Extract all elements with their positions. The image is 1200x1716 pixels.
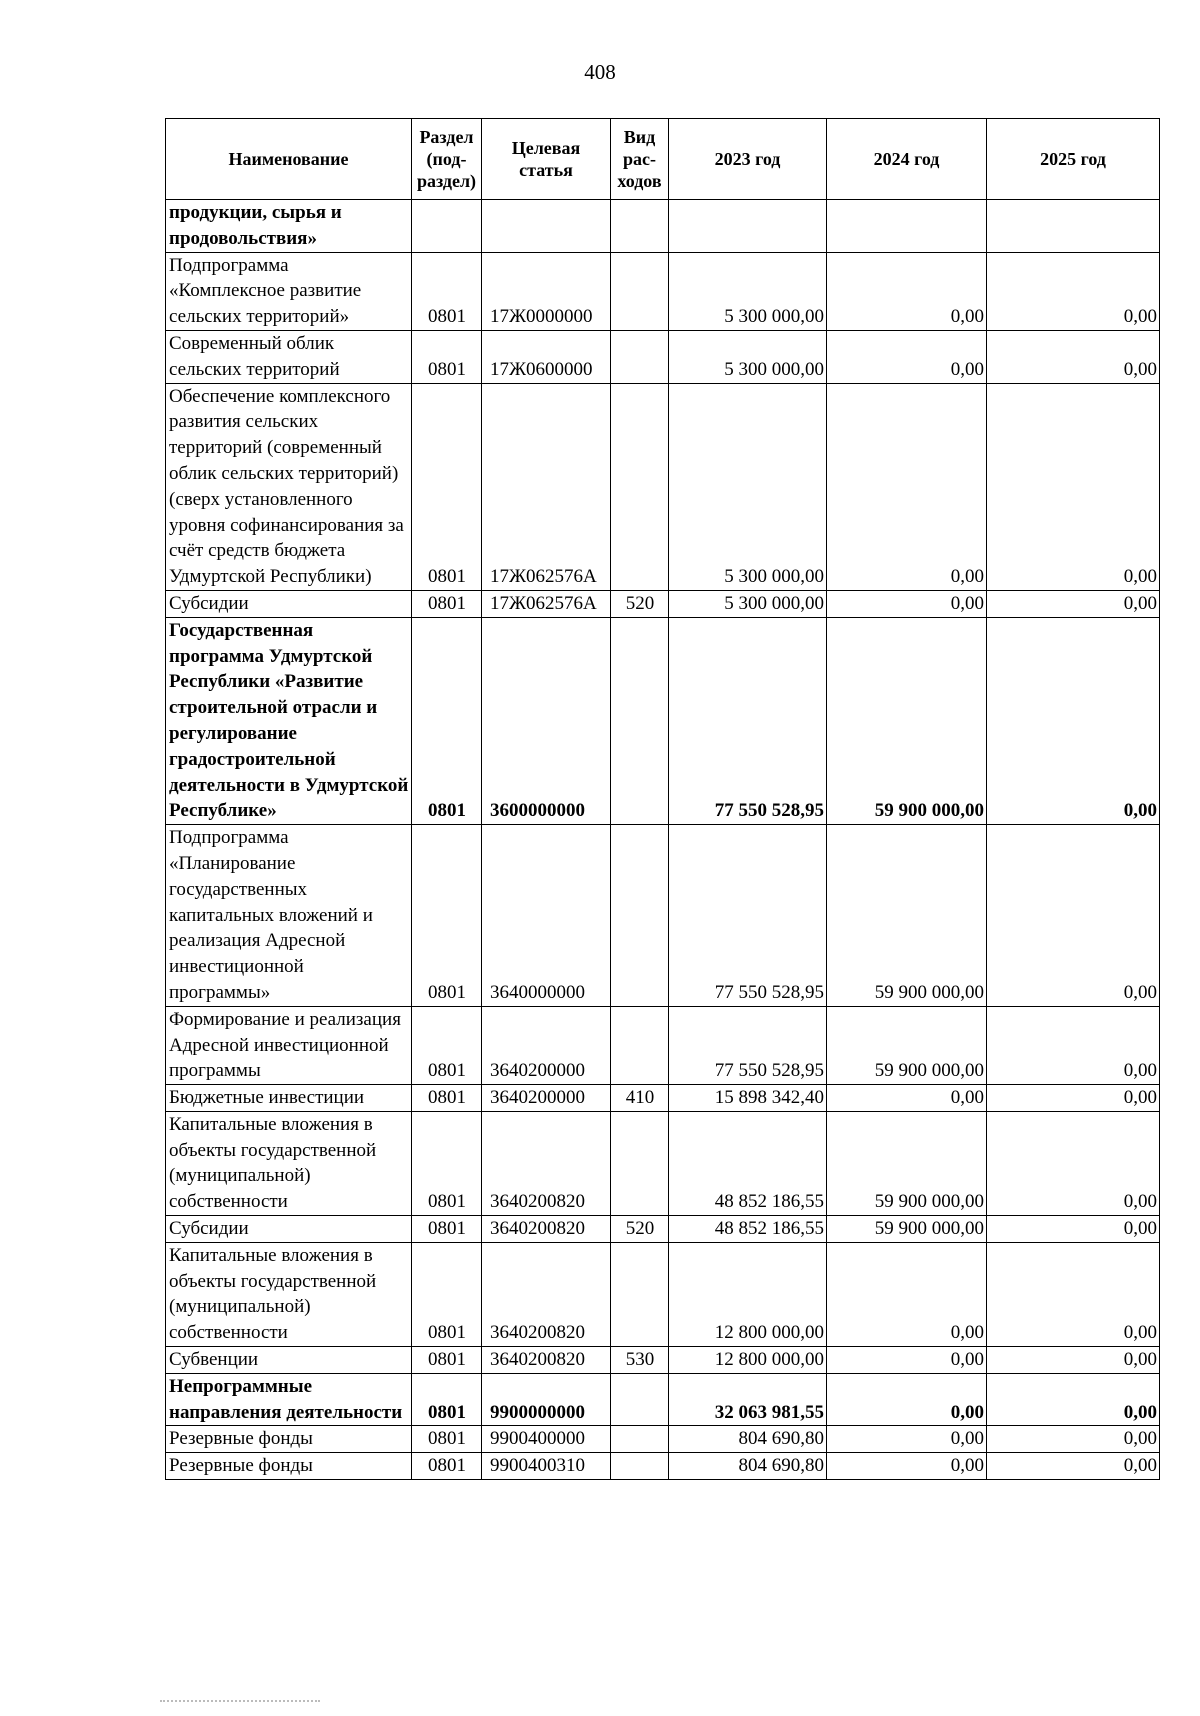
cell-target: 9900400000 <box>482 1426 611 1453</box>
cell-target: 3600000000 <box>482 617 611 824</box>
table-row <box>166 252 1160 330</box>
cell-2025: 0,00 <box>987 825 1160 1007</box>
table-row <box>166 330 1160 383</box>
cell-target: 3640200000 <box>482 1006 611 1084</box>
cell-target: 17Ж062576А <box>482 590 611 617</box>
table-row <box>166 1347 1160 1374</box>
table-row <box>166 825 1160 1007</box>
cell-2025: 0,00 <box>987 1111 1160 1215</box>
cell-2023: 15 898 342,40 <box>669 1085 827 1112</box>
table-row <box>166 617 1160 824</box>
header-name: Наименование <box>166 119 412 200</box>
cell-2024: 59 900 000,00 <box>827 1111 987 1215</box>
cell-type: 410 <box>611 1085 669 1112</box>
cell-2025: 0,00 <box>987 1085 1160 1112</box>
cell-target: 3640200820 <box>482 1111 611 1215</box>
cell-2024: 0,00 <box>827 1373 987 1426</box>
cell-section: 0801 <box>412 1085 482 1112</box>
cell-target: 3640200820 <box>482 1242 611 1346</box>
cell-2023: 5 300 000,00 <box>669 252 827 330</box>
cell-type: 520 <box>611 1216 669 1243</box>
cell-name: Обеспечение комплексного развития сельских территорий (современный облик сельских территорий) (сверх установленного уровня софинансирования за счёт средств бюджета Удмуртской Республики) <box>166 383 412 590</box>
cell-section: 0801 <box>412 1111 482 1215</box>
cell-2024: 0,00 <box>827 252 987 330</box>
cell-2023: 48 852 186,55 <box>669 1216 827 1243</box>
cell-2024: 0,00 <box>827 383 987 590</box>
cell-type: 530 <box>611 1347 669 1374</box>
cell-section <box>412 200 482 253</box>
cell-2023: 5 300 000,00 <box>669 590 827 617</box>
cell-type <box>611 252 669 330</box>
cell-target: 3640200820 <box>482 1347 611 1374</box>
cell-2024: 59 900 000,00 <box>827 1006 987 1084</box>
header-2025: 2025 год <box>987 119 1160 200</box>
cell-section: 0801 <box>412 825 482 1007</box>
cell-2024: 0,00 <box>827 1347 987 1374</box>
cell-2023: 804 690,80 <box>669 1426 827 1453</box>
table-body <box>166 200 1160 1480</box>
cell-2024: 0,00 <box>827 1453 987 1480</box>
cell-name: Современный облик сельских территорий <box>166 330 412 383</box>
budget-table <box>165 118 1160 1480</box>
cell-2025: 0,00 <box>987 1216 1160 1243</box>
cell-2025: 0,00 <box>987 1373 1160 1426</box>
cell-section: 0801 <box>412 1373 482 1426</box>
cell-name: Формирование и реализация Адресной инвестиционной программы <box>166 1006 412 1084</box>
cell-2024: 0,00 <box>827 590 987 617</box>
table-row <box>166 1085 1160 1112</box>
cell-2025: 0,00 <box>987 330 1160 383</box>
table-row <box>166 1426 1160 1453</box>
cell-name: Капитальные вложения в объекты государственной (муниципальной) собственности <box>166 1111 412 1215</box>
cell-section: 0801 <box>412 617 482 824</box>
cell-target: 3640200820 <box>482 1216 611 1243</box>
cell-target: 3640200000 <box>482 1085 611 1112</box>
cell-name: Бюджетные инвестиции <box>166 1085 412 1112</box>
cell-2024: 0,00 <box>827 1426 987 1453</box>
cell-target: 9900400310 <box>482 1453 611 1480</box>
cell-name: Непрограммные направления деятельности <box>166 1373 412 1426</box>
cell-2023: 77 550 528,95 <box>669 617 827 824</box>
cell-2024: 0,00 <box>827 1085 987 1112</box>
cell-2023 <box>669 200 827 253</box>
header-2024: 2024 год <box>827 119 987 200</box>
cell-2023: 5 300 000,00 <box>669 330 827 383</box>
cell-type <box>611 1453 669 1480</box>
header-2023: 2023 год <box>669 119 827 200</box>
cell-name: Подпрограмма «Планирование государственных капитальных вложений и реализация Адресной инвестиционной программы» <box>166 825 412 1007</box>
table-header <box>166 119 1160 200</box>
cell-type <box>611 1373 669 1426</box>
table-row <box>166 1006 1160 1084</box>
cell-target: 17Ж0600000 <box>482 330 611 383</box>
cell-type <box>611 617 669 824</box>
cell-target: 9900000000 <box>482 1373 611 1426</box>
cell-name: Резервные фонды <box>166 1426 412 1453</box>
cell-name: Резервные фонды <box>166 1453 412 1480</box>
cell-2025: 0,00 <box>987 1242 1160 1346</box>
cell-2025: 0,00 <box>987 1453 1160 1480</box>
cell-section: 0801 <box>412 1347 482 1374</box>
cell-section: 0801 <box>412 1006 482 1084</box>
table-row <box>166 1242 1160 1346</box>
cell-2023: 77 550 528,95 <box>669 825 827 1007</box>
header-section: Раздел (под-раздел) <box>412 119 482 200</box>
cell-2023: 5 300 000,00 <box>669 383 827 590</box>
cell-2023: 77 550 528,95 <box>669 1006 827 1084</box>
cell-section: 0801 <box>412 1453 482 1480</box>
cell-section: 0801 <box>412 383 482 590</box>
footer-mark <box>160 1700 320 1705</box>
cell-2024: 0,00 <box>827 330 987 383</box>
cell-2023: 12 800 000,00 <box>669 1347 827 1374</box>
cell-type: 520 <box>611 590 669 617</box>
cell-2023: 32 063 981,55 <box>669 1373 827 1426</box>
cell-2023: 12 800 000,00 <box>669 1242 827 1346</box>
table-row <box>166 200 1160 253</box>
cell-name: Субсидии <box>166 590 412 617</box>
cell-type <box>611 1242 669 1346</box>
cell-2023: 48 852 186,55 <box>669 1111 827 1215</box>
cell-2024: 0,00 <box>827 1242 987 1346</box>
cell-type <box>611 200 669 253</box>
cell-2025: 0,00 <box>987 617 1160 824</box>
table-row <box>166 1453 1160 1480</box>
cell-2025: 0,00 <box>987 590 1160 617</box>
cell-section: 0801 <box>412 1426 482 1453</box>
table-row <box>166 1111 1160 1215</box>
cell-type <box>611 1006 669 1084</box>
cell-name: продукции, сырья и продовольствия» <box>166 200 412 253</box>
cell-section: 0801 <box>412 590 482 617</box>
cell-2025: 0,00 <box>987 383 1160 590</box>
cell-name: Капитальные вложения в объекты государственной (муниципальной) собственности <box>166 1242 412 1346</box>
cell-type <box>611 1426 669 1453</box>
table-row <box>166 1216 1160 1243</box>
header-row <box>166 119 1160 200</box>
cell-target <box>482 200 611 253</box>
cell-target: 17Ж0000000 <box>482 252 611 330</box>
cell-2024: 59 900 000,00 <box>827 825 987 1007</box>
cell-2024: 59 900 000,00 <box>827 1216 987 1243</box>
cell-2025: 0,00 <box>987 1426 1160 1453</box>
cell-name: Подпрограмма «Комплексное развитие сельских территорий» <box>166 252 412 330</box>
cell-type <box>611 383 669 590</box>
header-target: Целевая статья <box>482 119 611 200</box>
cell-target: 3640000000 <box>482 825 611 1007</box>
table-row <box>166 1373 1160 1426</box>
cell-type <box>611 330 669 383</box>
cell-name: Субвенции <box>166 1347 412 1374</box>
cell-2025: 0,00 <box>987 252 1160 330</box>
page-number: 408 <box>584 60 616 84</box>
cell-2025: 0,00 <box>987 1347 1160 1374</box>
cell-2024: 59 900 000,00 <box>827 617 987 824</box>
table-row <box>166 383 1160 590</box>
cell-type <box>611 825 669 1007</box>
cell-section: 0801 <box>412 1242 482 1346</box>
cell-section: 0801 <box>412 330 482 383</box>
cell-2025 <box>987 200 1160 253</box>
cell-section: 0801 <box>412 1216 482 1243</box>
cell-name: Государственная программа Удмуртской Республики «Развитие строительной отрасли и регулирование градостроительной деятельности в Удмуртской Республике» <box>166 617 412 824</box>
cell-name: Субсидии <box>166 1216 412 1243</box>
cell-target: 17Ж062576А <box>482 383 611 590</box>
cell-2024 <box>827 200 987 253</box>
cell-section: 0801 <box>412 252 482 330</box>
cell-type <box>611 1111 669 1215</box>
cell-2025: 0,00 <box>987 1006 1160 1084</box>
cell-2023: 804 690,80 <box>669 1453 827 1480</box>
table-row <box>166 590 1160 617</box>
header-type: Вид рас-ходов <box>611 119 669 200</box>
